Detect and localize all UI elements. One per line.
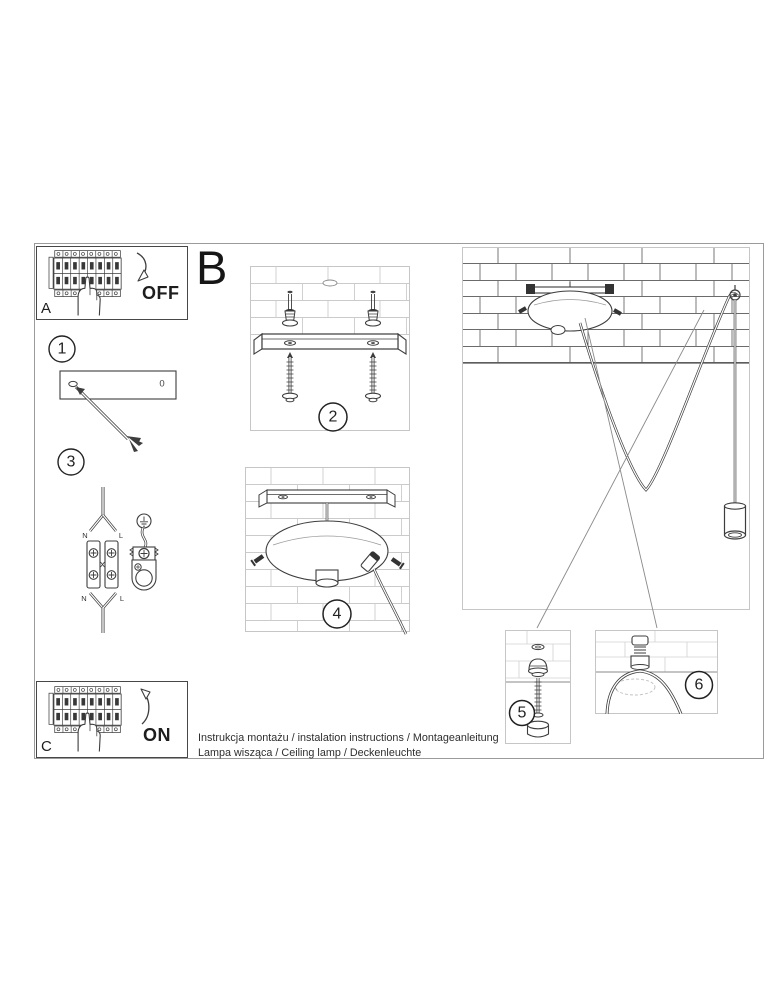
off-label: OFF bbox=[142, 283, 180, 303]
wire-label-n-bottom: N bbox=[81, 594, 87, 603]
wire-label-n-top: N bbox=[82, 531, 88, 540]
ceiling-hole bbox=[323, 280, 337, 286]
step-3-badge bbox=[58, 449, 84, 475]
arrow-down-icon bbox=[137, 253, 148, 281]
step-1-number: 1 bbox=[57, 340, 67, 358]
step-2-badge bbox=[319, 403, 347, 431]
step-1-badge bbox=[49, 336, 75, 362]
step-4-badge bbox=[323, 600, 351, 628]
brick-wall bbox=[251, 267, 409, 335]
panel-c-power-on bbox=[36, 681, 188, 758]
wire-label-l-bottom: L bbox=[119, 594, 125, 603]
panel-c-drawing bbox=[37, 682, 186, 756]
caption-block bbox=[198, 731, 628, 761]
step-6-badge bbox=[686, 672, 713, 699]
plate-hole-mark: 0 bbox=[159, 378, 165, 390]
step-5-number: 5 bbox=[517, 704, 527, 722]
detail6-drawing bbox=[595, 630, 718, 714]
cross-mark bbox=[101, 562, 105, 567]
caption-line-1: Instrukcja montażu / instalation instructions / Montageanleitung bbox=[198, 732, 499, 744]
terminal-strip-right bbox=[105, 541, 118, 588]
caption-line-2: Lampa wisząca / Ceiling lamp / Deckenleuchte bbox=[198, 747, 422, 759]
detail5-drawing bbox=[505, 630, 571, 744]
pendant-socket bbox=[725, 503, 746, 539]
cord-grip bbox=[551, 326, 565, 335]
step-6-number: 6 bbox=[694, 676, 704, 694]
arrow-up-icon bbox=[141, 689, 150, 724]
final-assembly-drawing bbox=[462, 247, 750, 610]
canopy-dome bbox=[528, 291, 612, 331]
on-label: ON bbox=[143, 725, 171, 745]
panel-a-power-off bbox=[36, 246, 188, 320]
section-b-label: B bbox=[196, 241, 228, 294]
washer bbox=[532, 644, 544, 649]
wall-plug bbox=[529, 659, 548, 677]
terminal-block-assembly bbox=[81, 487, 124, 633]
step2-drawing bbox=[250, 266, 410, 432]
step4-drawing bbox=[245, 467, 410, 637]
panel-a-letter: A bbox=[41, 300, 52, 317]
earth-terminal-assembly bbox=[130, 514, 158, 590]
step-4-number: 4 bbox=[332, 605, 342, 623]
panel-c-letter: C bbox=[41, 738, 52, 755]
step-2-number: 2 bbox=[328, 408, 338, 426]
step3-drawing bbox=[40, 445, 180, 635]
plate-hole bbox=[69, 381, 77, 386]
step-3-number: 3 bbox=[66, 453, 76, 471]
step1-drawing bbox=[40, 330, 190, 452]
panel-a-drawing bbox=[37, 247, 186, 318]
lamp-cord-grip bbox=[316, 570, 338, 587]
wire-label-l-top: L bbox=[118, 531, 124, 540]
step-5-badge bbox=[510, 701, 535, 726]
terminal-strip-left bbox=[87, 541, 100, 588]
